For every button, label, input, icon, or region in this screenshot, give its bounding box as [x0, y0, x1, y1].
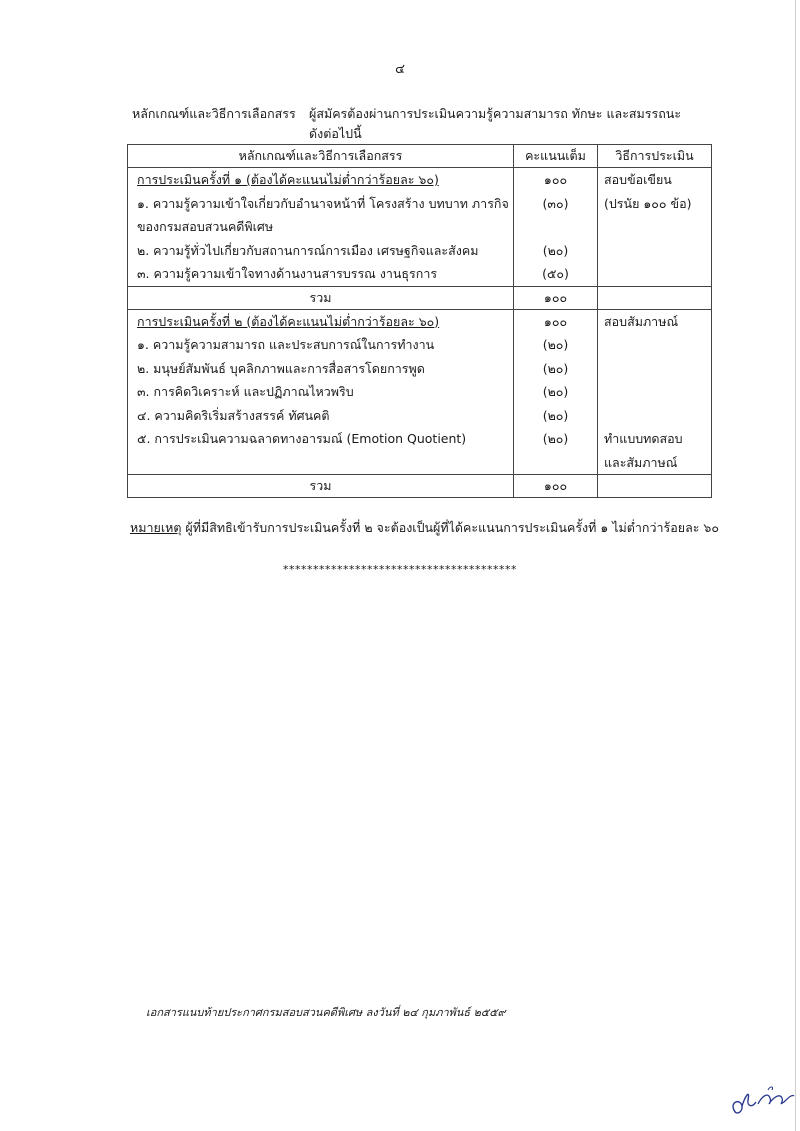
criteria-description: ผู้สมัครต้องผ่านการประเมินความรู้ความสามารถ ทักษะ และสมรรถนะ ดังต่อไปนี้: [309, 106, 682, 141]
round2-item-5: ๕. การประเมินความฉลาดทางอารมณ์ (Emotion Quotient): [137, 431, 467, 446]
round1-title-score: ๑๐๐: [543, 172, 568, 187]
round2-item-4-score: (๒๐): [542, 407, 569, 423]
criteria-table: [127, 144, 712, 498]
spacer: [598, 404, 711, 428]
round1-item-3-score: (๕๐): [542, 266, 569, 281]
round2-total-value: ๑๐๐: [514, 475, 598, 498]
header-method: วิธีการประเมิน: [598, 145, 712, 168]
spacer: [598, 380, 711, 404]
round2-item-2: ๒. มนุษย์สัมพันธ์ บุคลิกภาพและการสื่อสารโดยการพูด: [137, 360, 425, 376]
round2-method-cell: [598, 309, 712, 475]
round2-title-score: ๑๐๐: [543, 313, 568, 329]
table-header-row: [128, 145, 712, 168]
round1-item-2: ๒. ความรู้ทั่วไปเกี่ยวกับสถานการณ์การเมือง เศรษฐกิจและสังคม: [137, 242, 479, 258]
round2-total-empty: [598, 475, 712, 498]
note-label: หมายเหตุ: [130, 520, 182, 535]
note: [130, 518, 719, 538]
round1-method-line2: (ปรนัย ๑๐๐ ข้อ): [604, 195, 692, 211]
round1-score-cell: [514, 168, 598, 287]
round2-item-2-score: (๒๐): [542, 360, 569, 376]
header-criteria: หลักเกณฑ์และวิธีการเลือกสรร: [128, 145, 514, 168]
round1-item-1-score: (๓๐): [542, 195, 569, 211]
spacer: [598, 357, 711, 381]
round1-item-2-score: (๒๐): [542, 242, 569, 258]
round2-item-5-score: (๒๐): [542, 431, 569, 446]
round1-item-1: ๑. ความรู้ความเข้าใจเกี่ยวกับอำนาจหน้าที่ โครงสร้าง บทบาท ภารกิจ: [137, 195, 509, 211]
round2-item-1-score: (๒๐): [542, 337, 569, 352]
round1-total-label: รวม: [128, 286, 514, 309]
note-text: ผู้ที่มีสิทธิเข้ารับการประเมินครั้งที่ ๒ จะต้องเป็นผู้ที่ได้คะแนนการประเมินครั้งที่ ๑ ไม่ต่ำกว่าร้อยละ ๖๐: [181, 520, 719, 535]
spacer: [598, 333, 711, 357]
spacer: [128, 451, 513, 475]
handwritten-signature: [728, 1080, 798, 1120]
round2-criteria-cell: [128, 309, 514, 475]
round2-total-label: รวม: [128, 475, 514, 498]
spacer: [514, 215, 597, 239]
round1-row: [128, 168, 712, 287]
round2-method-line1: สอบสัมภาษณ์: [604, 313, 679, 329]
round2-item-3: ๓. การคิดวิเคราะห์ และปฏิภาณไหวพริบ: [137, 384, 354, 399]
round2-item-3-score: (๒๐): [542, 384, 569, 399]
round1-total-empty: [598, 286, 712, 309]
round2-total-row: [128, 475, 712, 498]
asterisk-divider: ***************************************: [283, 563, 517, 576]
round2-item-1: ๑. ความรู้ความสามารถ และประสบการณ์ในการทำงาน: [137, 337, 435, 352]
page-edge: [795, 0, 796, 1131]
header-score: คะแนนเต็ม: [514, 145, 598, 168]
round1-total-row: [128, 286, 712, 309]
document-footer: เอกสารแนบท้ายประกาศกรมสอบสวนคดีพิเศษ ลงวันที่ ๒๔ กุมภาพันธ์ ๒๕๕๙: [146, 1006, 506, 1019]
round2-row: [128, 309, 712, 475]
round1-method-line1: สอบข้อเขียน: [604, 172, 672, 187]
round1-item-3: ๓. ความรู้ความเข้าใจทางด้านงานสารบรรณ งานธุรการ: [137, 266, 438, 281]
round2-title: การประเมินครั้งที่ ๒ (ต้องได้คะแนนไม่ต่ำกว่าร้อยละ ๖๐): [137, 313, 440, 329]
round1-title: การประเมินครั้งที่ ๑ (ต้องได้คะแนนไม่ต่ำกว่าร้อยละ ๖๐): [137, 172, 439, 187]
round1-criteria-cell: [128, 168, 514, 287]
round2-method-line2: ทำแบบทดสอบ: [604, 431, 683, 446]
criteria-label: หลักเกณฑ์และวิธีการเลือกสรร: [132, 106, 296, 121]
round1-item-1-cont: ของกรมสอบสวนคดีพิเศษ: [137, 219, 274, 234]
round1-total-value: ๑๐๐: [514, 286, 598, 309]
round1-method-cell: [598, 168, 712, 287]
round2-item-4: ๔. ความคิดริเริ่มสร้างสรรค์ ทัศนคติ: [137, 407, 330, 423]
round2-method-line3: และสัมภาษณ์: [604, 454, 678, 470]
round2-score-cell: [514, 309, 598, 475]
page-number: ๔: [395, 62, 405, 77]
